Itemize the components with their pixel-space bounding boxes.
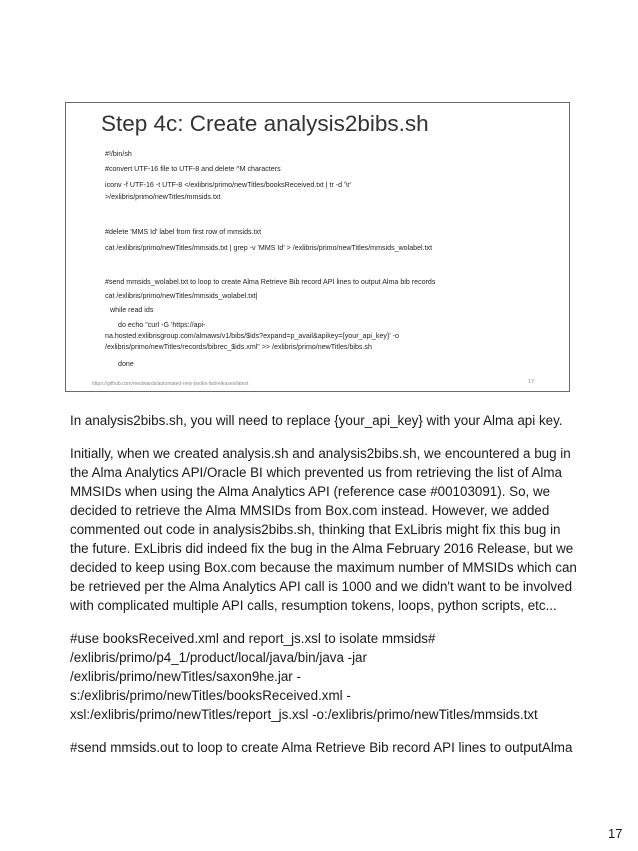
code-line: na.hosted.exlibrisgroup.com/almaws/v1/bibs/$ids?expand=p_avail&apikey={your_api_key}' -o (105, 332, 399, 340)
note-line: s:/exlibris/primo/newTitles/booksReceived.xml - (70, 688, 351, 703)
code-line: #send mmsids_wolabel.txt to loop to create Alma Retrieve Bib record API lines to output Alma bib records (105, 278, 436, 286)
note-line: /exlibris/primo/p4_1/product/local/java/bin/java -jar (70, 650, 367, 665)
page-number: 17 (608, 826, 623, 841)
note-line: the future. ExLibris did indeed fix the bug in the Alma February 2016 Release, but we (70, 541, 574, 556)
code-line: #!/bin/sh (105, 150, 132, 158)
note-line: the Alma Analytics API/Oracle BI which prevented us from retrieving the list of Alma (70, 465, 562, 480)
note-line: #send mmsids.out to loop to create Alma Retrieve Bib record API lines to outputAlma (70, 740, 573, 755)
slide-title: Step 4c: Create analysis2bibs.sh (101, 111, 429, 136)
code-line: #delete 'MMS Id' label from first row of mmsids.txt (105, 228, 262, 236)
code-line: iconv -f UTF-16 -t UTF-8 </exlibris/primo/newTitles/booksReceived.txt | tr -d '\r' (105, 181, 352, 189)
note-line: MMSIDs when using the Alma Analytics API (reference case #00103091). So, we (70, 484, 551, 499)
code-line: /exlibris/primo/newTitles/records/bibrec_$ids.xml" >> /exlibris/primo/newTitles/bibs.sh (105, 343, 372, 351)
note-line: decided to keep using Box.com because the maximum number of MMSIDs which can (70, 560, 577, 575)
slide-thumbnail (65, 102, 570, 392)
note-line: xsl:/exlibris/primo/newTitles/report_js.xsl -o:/exlibris/primo/newTitles/mmsids.txt (70, 707, 538, 722)
slide-footer-url: https://github.com/reedwards/automated-new-books-list/releases/latest (92, 381, 249, 387)
note-line: In analysis2bibs.sh, you will need to replace {your_api_key} with your Alma api key. (70, 413, 563, 428)
slide-number: 17 (528, 379, 535, 385)
code-line: >/exlibris/primo/newTitles/mmsids.txt (105, 193, 221, 201)
code-line: cat /exlibris/primo/newTitles/mmsids.txt | grep -v 'MMS Id' > /exlibris/primo/newTitles/mmsids_wolabel.txt (105, 244, 433, 252)
note-line: #use booksReceived.xml and report_js.xsl to isolate mmsids# (70, 631, 436, 646)
note-line: decided to retrieve the Alma MMSIDs from Box.com instead. However, we added (70, 503, 550, 518)
note-line: commented out code in analysis2bibs.sh, thinking that ExLibris might fix this bug in (70, 522, 561, 537)
note-line: be retrieved per the Alma Analytics API call is 1000 and we didn't want to be involved (70, 579, 573, 594)
code-line: done (118, 360, 134, 368)
code-line: while read ids (110, 306, 154, 314)
code-line: cat /exlibris/primo/newTitles/mmsids_wolabel.txt| (105, 292, 258, 300)
code-line: do echo "curl -G 'https://api- (118, 321, 206, 329)
code-line: #convert UTF-16 file to UTF-8 and delete ^M characters (105, 165, 281, 173)
note-line: with complicated multiple API calls, resumption tokens, loops, python scripts, etc... (70, 598, 557, 613)
note-line: /exlibris/primo/newTitles/saxon9he.jar - (70, 669, 301, 684)
note-line: Initially, when we created analysis.sh and analysis2bibs.sh, we encountered a bug in (70, 446, 571, 461)
